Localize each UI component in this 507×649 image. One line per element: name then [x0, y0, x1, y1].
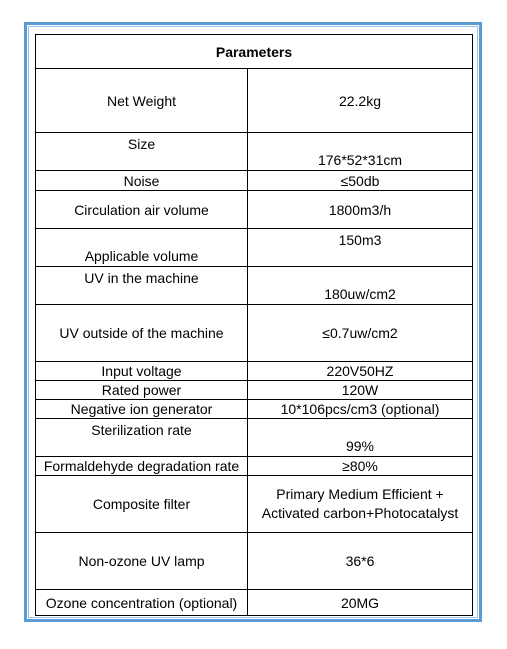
- row-value: 36*6: [248, 533, 473, 590]
- row-label: Size: [36, 133, 248, 171]
- row-value: 180uw/cm2: [248, 267, 473, 305]
- row-label: Non-ozone UV lamp: [36, 533, 248, 590]
- row-label: Input voltage: [36, 362, 248, 381]
- table-row: [36, 457, 473, 476]
- row-value: 1800m3/h: [248, 191, 473, 229]
- table-row: [36, 476, 473, 533]
- row-label: Applicable volume: [36, 229, 248, 267]
- table-row: [36, 305, 473, 362]
- row-label: Formaldehyde degradation rate: [36, 457, 248, 476]
- table-header-row: [36, 35, 473, 69]
- table-row: [36, 590, 473, 616]
- row-value: 20MG: [248, 590, 473, 616]
- row-value: ≤0.7uw/cm2: [248, 305, 473, 362]
- table-row: [36, 419, 473, 457]
- row-label: Negative ion generator: [36, 400, 248, 419]
- row-label: Composite filter: [36, 476, 248, 533]
- row-label: UV outside of the machine: [36, 305, 248, 362]
- table-row: [36, 133, 473, 171]
- parameters-table: [35, 34, 473, 616]
- row-value: ≤50db: [248, 171, 473, 191]
- table-row: [36, 267, 473, 305]
- row-value-line: Primary Medium Efficient +: [276, 486, 444, 502]
- row-value: [248, 476, 473, 533]
- row-label: Noise: [36, 171, 248, 191]
- row-value: 10*106pcs/cm3 (optional): [248, 400, 473, 419]
- row-label: Circulation air volume: [36, 191, 248, 229]
- row-value: 99%: [248, 419, 473, 457]
- row-label: Net Weight: [36, 69, 248, 133]
- row-value: 176*52*31cm: [248, 133, 473, 171]
- row-value: 220V50HZ: [248, 362, 473, 381]
- row-value-line: Activated carbon+Photocatalyst: [261, 505, 459, 521]
- row-label: UV in the machine: [36, 267, 248, 305]
- table-row: [36, 229, 473, 267]
- table-row: [36, 191, 473, 229]
- row-value: 120W: [248, 381, 473, 400]
- table-row: [36, 381, 473, 400]
- table-row: [36, 362, 473, 381]
- row-value: 150m3: [248, 229, 473, 267]
- row-label: Sterilization rate: [36, 419, 248, 457]
- row-label: Ozone concentration (optional): [36, 590, 248, 616]
- row-value: ≥80%: [248, 457, 473, 476]
- row-label: Rated power: [36, 381, 248, 400]
- table-row: [36, 171, 473, 191]
- table-row: [36, 533, 473, 590]
- table-row: [36, 400, 473, 419]
- table-title: Parameters: [36, 35, 473, 69]
- row-value: 22.2kg: [248, 69, 473, 133]
- table-row: [36, 69, 473, 133]
